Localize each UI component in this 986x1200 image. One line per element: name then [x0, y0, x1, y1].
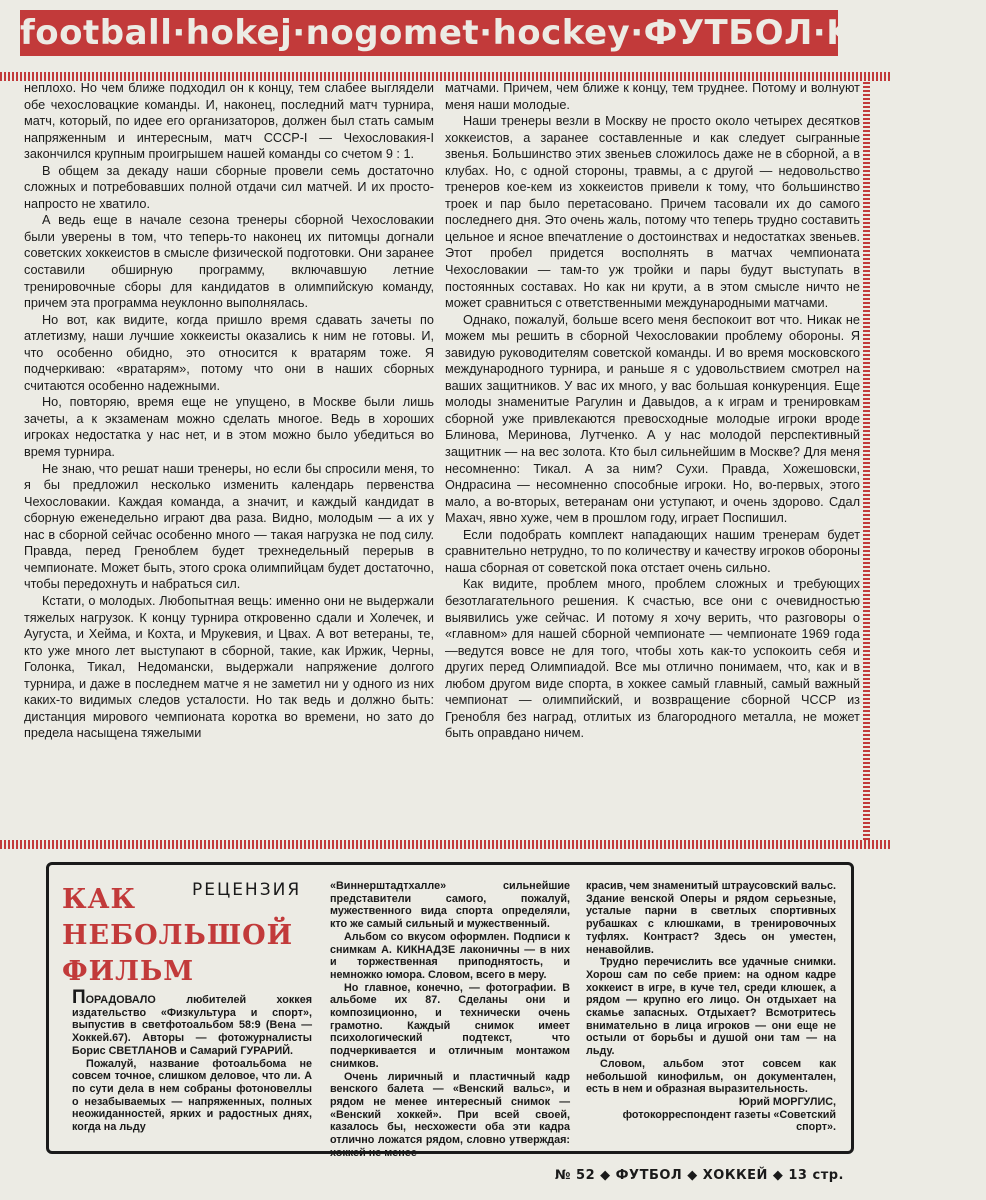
right-decorative-stripe	[863, 80, 870, 840]
review-signature-role: фотокорреспондент газеты «Советский спорт».	[622, 1108, 836, 1134]
article-paragraph: Не знаю, что решат наши тренеры, но если бы спросили меня, то я бы предложил несколько изменить календарь первенства Чехословакии. Каждая команда, а значит, и каждый кандидат в сборную еженедельно играют два раза. Видно, молодым — а их у нас в сборной сейчас особенно много — такая нагрузка не под силу. Правда, перед Греноблем будет трехнедельный перерыв в чемпионате. Может быть, этого срока олимпийцам будет достаточно, чтобы передохнуть и набраться сил.	[24, 461, 434, 592]
article-paragraph: матчами. Причем, чем ближе к концу, тем труднее. Потому и волнуют меня наши молодые.	[445, 81, 860, 112]
review-paragraph	[72, 987, 312, 1058]
review-headline-line: ФИЛЬМ	[62, 956, 195, 987]
review-paragraph: Альбом со вкусом оформлен. Подписи к снимкам А. КИКНАДЗЕ лаконичны — в них и торжественная приподнятость, и немножко юмора. Словом, всего в меру.	[330, 930, 570, 981]
article-left-column	[24, 80, 434, 825]
review-paragraph: Пожалуй, название фотоальбома не совсем точное, слишком деловое, что ли. А по сути дела в нем собраны фотоновеллы о незабываемых — напряженных, полных неожиданностей, ярких и радостных днях, когда на льду	[72, 1057, 312, 1134]
article-paragraph: Но, повторяю, время еще не упущено, в Москве были лишь зачеты, а к экзаменам можно сделать многое. Ведь в хороших игроках недостатка у нас нет, и в этом можно было убедиться во время турнира.	[24, 395, 434, 460]
review-section-label: РЕЦЕНЗИЯ	[192, 880, 302, 900]
article-paragraph: А ведь еще в начале сезона тренеры сборной Чехословакии были уверены в том, что теперь-то наконец их питомцы догнали советских хоккеистов в смысле физической подготовки. Они заранее составили обширную программу, включавшую летние тренировочные сборы для кандидатов в олимпийскую команду, причем эта программа неуклонно выполнялась.	[24, 213, 434, 311]
review-headline-line: КАК	[62, 884, 137, 915]
article-paragraph: Как видите, проблем много, проблем сложных и требующих безотлагательного решения. К счастью, все они с очевидностью выявились уже сейчас. И потому я хочу верить, что разговоры о «главном» для нашей сборной чемпионате — чемпионате 1969 года —ведутся вовсе не для того, чтобы хоть как-то успокоить себя и других перед Олимпиадой. Все мы отлично понимаем, что, как и в любом другом виде спорта, в хоккее самый главный, самый важный чемпионат — олимпийский, и возвращение сборной ЧССР из Гренобля без наград, отлитых из благородного металла, не может быть оправдано ничем.	[445, 577, 860, 741]
review-dropcap: П	[72, 987, 86, 1008]
review-paragraph: красив, чем знаменитый штраусовский вальс. Здание венской Оперы и рядом серьезные, усталые парни в светлых спортивных рубашках с клюшками, в тренировочных туфлях. Контраст? Здесь он уместен, ненавойлив.	[586, 880, 836, 956]
article-paragraph: Но вот, как видите, когда пришло время сдавать зачеты по атлетизму, наши лучшие хоккеисты оказались к ним не готовы. И, что особенно обидно, это относится к вратарям тоже. Я подчеркиваю: «вратарям», потому что они в наших сборных считаются особенно надежными.	[24, 312, 434, 393]
review-text: ОРАДОВАЛО любителей хоккея издательство «Физкультура и спорт», выпустив в светфотоальбом 58:9 (Вена — Хоккей.67). Авторы — фотожурналисты Борис СВЕТЛАНОВ и Самарий ГУРАРИЙ.	[72, 994, 312, 1057]
review-column-3	[586, 880, 836, 1146]
page-footer: № 52 ◆ ФУТБОЛ ◆ ХОККЕЙ ◆ 13 стр.	[554, 1168, 844, 1183]
review-paragraph: «Виннерштадтхалле» сильнейшие представители самого, пожалуй, мужественного вида спорта определяли, кто же самый сильный и мужественный.	[330, 880, 570, 931]
article-paragraph: неплохо. Но чем ближе подходил он к концу, тем слабее выглядели обе чехословацкие команды. И, наконец, последний матч турнира, матч, который, по идее его организаторов, должен был стать самым напряженным и интересным, матч СССР-I — Чехословакия-I закончился крупным проигрышем нашей команды со счетом 9 : 1.	[24, 81, 434, 162]
review-headline-line: НЕБОЛЬШОЙ	[62, 920, 294, 951]
review-paragraph: Очень лиричный и пластичный кадр венского балета — «Венский вальс», и рядом не менее интересный снимок — «Венский хоккей». При всей своей, казалось бы, несхожести оба эти кадра отлично ложатся рядом, словно утверждая: хоккей не менее	[330, 1070, 570, 1159]
article-paragraph: Наши тренеры везли в Москву не просто около четырех десятков хоккеистов, а заранее составленные и как следует сыгранные звенья. Большинство этих звеньев сложилось даже не в сборной, а в клубах. Но, с одной стороны, травмы, а с другой — недовольство тренеров кое-кем из хоккеистов привели к тому, что большинство троек и пар было перетасовано. Причем тасовали их до самого последнего дня. Это очень жаль, потому что теперь трудно составить цельное и ясное впечатление о достоинствах и недостатках звеньев. Этот пробел придется восполнять в матчах чемпионата Чехословакии — там-то уж тройки и пары будут выступать в постоянных составах. Но как ни крути, а в этом смысле ничто не может сравниться с ответственными международными матчами.	[445, 114, 860, 311]
article-paragraph: Кстати, о молодых. Любопытная вещь: именно они не выдержали тяжелых нагрузок. К концу турнира откровенно сдали и Холечек, и Аугуста, и Хейма, и Кохта, и Мрукевия, и Цвах. А вот ветераны, те, кто уже много лет выступают в сборной, такие, как Иржик, Черны, Голонка, Тикал, Недомански, выдержали напряжение долгого турнира, и даже в последнем матче я не заметил ни у одного из них каких-то видимых следов усталости. Но так ведь и должно быть: дистанция мирового чемпионата коротка во времени, но зато до предела насыщена тяжелыми	[24, 593, 434, 741]
review-column-1	[72, 987, 312, 1152]
review-column-2	[330, 880, 570, 1159]
review-paragraph: Трудно перечислить все удачные снимки. Хорош сам по себе прием: на одном кадре хоккеист в игре, в куче тел, среди клюшек, а рядом — крупно его лицо. Он отдыхает на скамье запасных. Отдыхает? Всмотритесь внимательно в лица игроков — они еще не остыли от борьбы и душой они там — на льду.	[586, 956, 836, 1058]
article-paragraph: В общем за декаду наши сборные провели семь достаточно сложных и потребовавших полной отдачи сил матчей. И их просто-напросто не хватило.	[24, 163, 434, 211]
section-divider-stripe	[0, 840, 890, 849]
article-paragraph: Однако, пожалуй, больше всего меня беспокоит вот что. Никак не можем мы решить в сборной Чехословакии проблему обороны. Я завидую руководителям советской команды. И во время московского международного турнира, и раньше я с удовольствием смотрел на ваших защитников. У вас их много, у вас большая конкуренция. Еще молоды знаменитые Рагулин и Давыдов, а к играм и тренировкам сборной уже привлекаются превосходные молодые игроки вроде Блинова, Меринова, Лутченко. А у нас молодой перспективный защитник — на вес золота. Кто был сильнейшим в Москве? Для меня несомненно: Тикал. А за ним? Сухи. Правда, Хожешовски, Ондрасина — несомненно способные игроки. Но, во-первых, этого мало, а во-вторых, ветеранам они уступают, и очень здорово. Сдал Махач, явно хуже, чем в прошлом году, играет Поспишил.	[445, 312, 860, 526]
article-paragraph: Если подобрать комплект нападающих нашим тренерам будет сравнительно нетрудно, то по количеству и качеству игроков обороны наша сборная от советской пока отстает очень сильно.	[445, 527, 860, 575]
masthead-banner: football·hokej·nogomet·hockey·ФУТБОЛ·KOPANA	[20, 10, 838, 56]
review-paragraph: Но главное, конечно, — фотографии. В альбоме их 87. Сделаны они и композиционно, и технически очень грамотно. Каждый снимок имеет психологический подтекст, что подчеркивается и отличным монтажом снимков.	[330, 981, 570, 1070]
review-paragraph: Словом, альбом этот совсем как небольшой кинофильм, он документален, есть в нем и образная выразительность.	[586, 1057, 836, 1096]
article-right-column	[445, 80, 860, 825]
review-signature: Юрий МОРГУЛИС,	[738, 1095, 836, 1108]
